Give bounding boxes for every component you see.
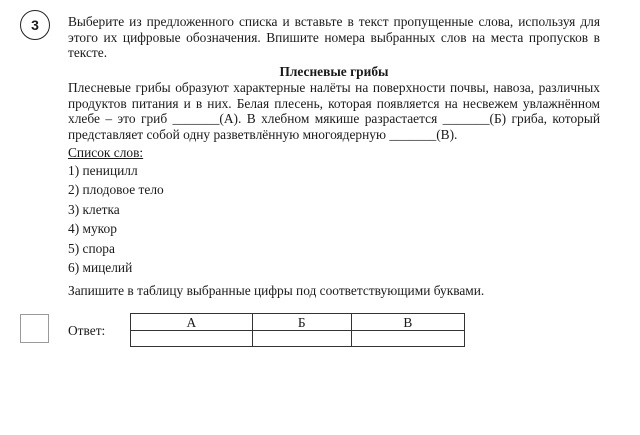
word-list-item: 6) мицелий (68, 259, 133, 275)
answer-label: Ответ: (68, 323, 106, 338)
answer-table-input-row (131, 331, 465, 347)
answer-column-b: Б (252, 314, 351, 331)
table-instruction: Запишите в таблицу выбранные цифры под соответствующими буквами. (68, 283, 485, 298)
answer-cell-a[interactable] (131, 331, 253, 347)
word-list (68, 163, 164, 279)
answer-cell-b[interactable] (252, 331, 351, 347)
passage-text: Плесневые грибы образуют характерные налёты на поверхности почвы, навоза, различных продуктов питания и в них. Белая плесень, которая появляется на несвежем увлажнённом хлебе – это гриб _______(А). В хлебном мякише разрастается _______(Б) гриба, который представляет собой одну разветвлённую многоядерную _______(В). (68, 80, 600, 142)
answer-column-a: А (131, 314, 253, 331)
passage-title: Плесневые грибы (279, 64, 389, 79)
word-list-item: 4) мукор (68, 221, 117, 237)
answer-cell-v[interactable] (351, 331, 464, 347)
word-list-item: 2) плодовое тело (68, 182, 164, 198)
answer-table-header-row (131, 314, 465, 331)
word-list-item: 5) спора (68, 240, 115, 256)
word-list-item: 1) пеницилл (68, 163, 138, 178)
answer-column-v: В (351, 314, 464, 331)
question-instruction: Выберите из предложенного списка и вставьте в текст пропущенные слова, используя для этого их цифровые обозначения. Впишите номера выбранных слов на места пропусков в тексте. (68, 14, 600, 61)
word-list-item: 3) клетка (68, 201, 120, 217)
answer-table (130, 313, 465, 347)
answer-checkbox[interactable] (20, 314, 49, 343)
word-list-title: Список слов: (68, 145, 144, 160)
question-number: 3 (20, 10, 50, 40)
